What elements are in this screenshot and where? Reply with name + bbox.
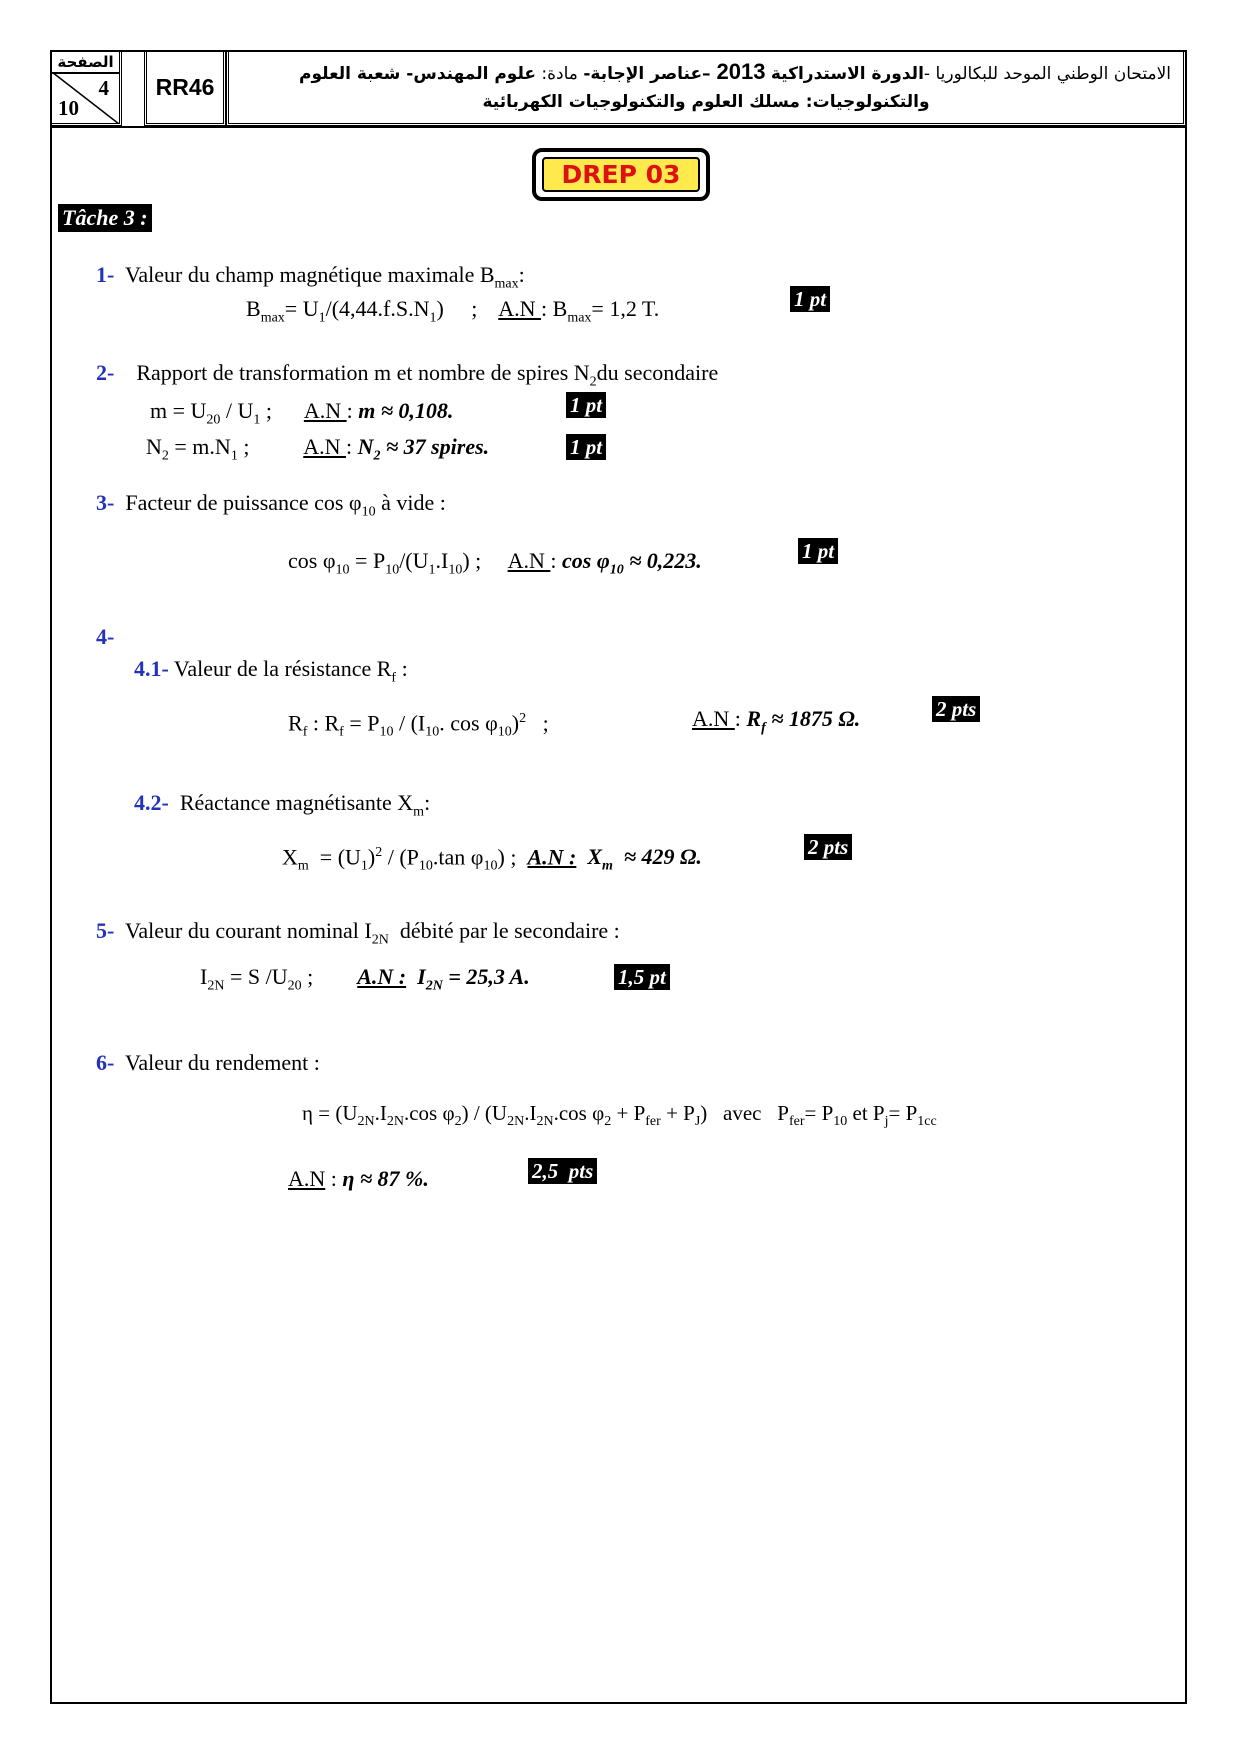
subscript: max	[260, 310, 285, 326]
title-answers: –عناصر الإجابة-	[583, 64, 717, 84]
result-text	[746, 706, 861, 736]
an-label: A.N	[507, 548, 551, 573]
subscript: 2	[373, 448, 381, 464]
q2-turns-points-badge: 1 pt	[566, 434, 606, 460]
question-number: 5-	[96, 918, 115, 943]
an-label: A.N	[692, 706, 735, 731]
question-number: 4.1-	[134, 656, 169, 681]
question-text: à vide :	[375, 490, 446, 515]
formula-text: et P	[847, 1101, 885, 1125]
question-text: Facteur de puissance cos φ	[125, 490, 362, 515]
q42-formula	[282, 840, 702, 880]
question-number: 1-	[96, 262, 115, 287]
result-text: η ≈ 87 %.	[342, 1166, 429, 1191]
question-number: 2-	[96, 360, 115, 385]
title-subject-label: مادة:	[536, 64, 584, 84]
q6-question	[96, 1050, 320, 1076]
exam-code: RR46	[144, 52, 226, 126]
formula-text: / (P	[382, 844, 419, 870]
subscript: max	[494, 276, 519, 292]
subscript: 1cc	[917, 1114, 937, 1130]
formula-text: ) avec P	[700, 1101, 789, 1125]
formula-text: = m.N	[168, 434, 231, 459]
question-text: débité par le secondaire :	[388, 918, 620, 943]
formula-text: ) ;	[462, 548, 504, 573]
q2-ratio-points-badge: 1 pt	[566, 392, 606, 418]
formula-text: η = (U	[302, 1101, 358, 1125]
q41-formula	[288, 706, 549, 746]
page-label: الصفحة	[52, 52, 119, 74]
q42-question	[134, 790, 430, 825]
subscript: 1	[318, 310, 326, 326]
an-label: A.N	[303, 398, 347, 423]
subscript: 1	[230, 448, 238, 464]
drep-badge-label: DREP 03	[542, 157, 700, 192]
question-text: :	[518, 262, 525, 287]
title-part: الامتحان الوطني الموحد للبكالوريا -	[923, 64, 1171, 84]
formula-text: )	[367, 844, 376, 870]
task-heading: Tâche 3 :	[58, 204, 152, 232]
subscript: f	[761, 720, 766, 736]
subscript: 2N	[536, 1114, 554, 1130]
result-text: ≈ 1875 Ω.	[765, 706, 861, 731]
formula-text: = P	[804, 1101, 834, 1125]
subscript: f	[302, 724, 308, 740]
question-number: 4.2-	[134, 790, 169, 815]
q2-ratio-formula	[150, 398, 453, 433]
question-text: :	[396, 656, 408, 681]
subscript: 2N	[386, 1114, 404, 1130]
exam-title-line2: والتكنولوجيات: مسلك العلوم والتكنولوجيات الكهربائية	[482, 92, 930, 112]
subscript: m	[602, 858, 613, 874]
q5-formula	[200, 964, 530, 999]
q3-formula	[288, 548, 702, 583]
subscript: j	[884, 1114, 889, 1130]
formula-text: )	[511, 710, 520, 736]
subscript: 20	[206, 412, 221, 428]
an-label: A.N	[303, 434, 347, 459]
subscript: 2N	[425, 978, 443, 994]
subscript: 10	[418, 858, 433, 874]
formula-text: = P	[343, 710, 380, 736]
formula-text: = U	[284, 296, 319, 321]
result-text: I	[406, 964, 426, 989]
q5-points-badge: 1,5 pt	[614, 964, 670, 990]
formula-text: N	[146, 434, 162, 459]
question-number: 4-	[96, 624, 115, 649]
subscript: 2N	[207, 978, 225, 994]
q3-question	[96, 490, 446, 525]
formula-text: :	[734, 706, 747, 731]
subscript: 2	[161, 448, 169, 464]
result-text: ≈ 0,223.	[623, 548, 702, 573]
formula-text: ;	[526, 710, 549, 736]
question-text: Valeur du champ magnétique maximale B	[124, 262, 495, 287]
formula-text: I	[200, 964, 208, 989]
q6-result	[288, 1166, 429, 1192]
page-total: 10	[58, 96, 79, 120]
result-text: X	[576, 844, 603, 870]
formula-text: = (U	[308, 844, 361, 870]
result-text: N	[357, 434, 374, 459]
q1-points-badge: 1 pt	[790, 286, 830, 312]
formula-text: : R	[307, 710, 340, 736]
result-text	[576, 844, 702, 874]
formula-text: /(4,44.f.S.N	[325, 296, 430, 321]
subscript: 10	[497, 724, 512, 740]
question-text: du secondaire	[596, 360, 719, 385]
question-number: 3-	[96, 490, 115, 515]
subscript: 10	[385, 562, 400, 578]
subscript: f	[391, 670, 397, 686]
subscript: 2N	[507, 1114, 525, 1130]
formula-text: .I	[374, 1101, 387, 1125]
q2-question	[96, 360, 718, 395]
q41-result	[692, 706, 860, 741]
page-number-box	[52, 52, 122, 126]
question-text: Valeur du rendement :	[124, 1050, 320, 1075]
formula-text: / U	[220, 398, 254, 423]
formula-text: / (I	[393, 710, 426, 736]
q6-points-badge: 2,5 pts	[528, 1158, 597, 1184]
q5-question	[96, 918, 620, 953]
subscript: 1	[428, 562, 436, 578]
an-label: A.N	[288, 1166, 326, 1191]
formula-text: .cos φ	[553, 1101, 605, 1125]
subscript: f	[339, 724, 344, 740]
result-text: = 1,2 T.	[591, 296, 660, 321]
question-text: Valeur du courant nominal I	[124, 918, 372, 943]
q42-points-badge: 2 pts	[804, 834, 852, 860]
result-text: m ≈ 0,108.	[358, 398, 454, 423]
q4-question	[96, 624, 114, 650]
formula-text: .cos φ	[403, 1101, 455, 1125]
exam-title	[226, 52, 1186, 126]
formula-text: + P	[611, 1101, 646, 1125]
formula-text: X	[282, 844, 298, 870]
formula-text: .I	[435, 548, 449, 573]
subscript: 10	[425, 724, 440, 740]
formula-text: ;	[237, 434, 299, 459]
question-text: :	[424, 790, 431, 815]
formula-text: + P	[660, 1101, 695, 1125]
subscript: fer	[788, 1114, 805, 1130]
subscript: 1	[360, 858, 368, 874]
formula-text: :	[346, 398, 359, 423]
title-subject: علوم المهندس- شعبة العلوم	[299, 64, 537, 84]
subscript: 1	[253, 412, 261, 428]
exam-title-line1	[241, 58, 1171, 88]
subscript: 2N	[371, 932, 389, 948]
an-label: A.N :	[527, 844, 577, 870]
an-label: A.N	[498, 296, 542, 321]
subscript: m	[413, 804, 425, 820]
superscript: 2	[375, 845, 383, 860]
subscript: 2	[589, 374, 597, 390]
result-text: R	[746, 706, 762, 731]
result-text: cos φ	[562, 548, 610, 573]
subscript: 10	[335, 562, 350, 578]
formula-text: = P	[349, 548, 386, 573]
header-divider	[50, 126, 1187, 128]
q41-question	[134, 656, 408, 691]
question-text: Rapport de transformation m et nombre de spires N	[136, 360, 590, 385]
formula-text: ;	[301, 964, 352, 989]
formula-text: : B	[541, 296, 568, 321]
result-text	[406, 964, 530, 994]
result-text: ≈ 429 Ω.	[612, 844, 702, 870]
subscript: max	[567, 310, 592, 326]
formula-text: :	[346, 434, 358, 459]
formula-text: = P	[888, 1101, 918, 1125]
q41-points-badge: 2 pts	[932, 696, 980, 722]
subscript: 2	[604, 1114, 612, 1130]
subscript: 10	[361, 504, 376, 520]
page-number: 4	[98, 76, 109, 100]
formula-text: B	[246, 296, 261, 321]
formula-text: /(U	[399, 548, 429, 573]
q2-turns-formula	[146, 434, 489, 469]
subscript: 10	[379, 724, 394, 740]
formula-text: :	[325, 1166, 343, 1191]
subscript: 10	[609, 562, 624, 578]
question-number: 6-	[96, 1050, 115, 1075]
result-text: ≈ 37 spires.	[380, 434, 490, 459]
subscript: 2	[454, 1114, 462, 1130]
q1-question	[96, 262, 525, 297]
title-session: الدورة الاستدراكية	[770, 64, 924, 84]
subscript: 10	[448, 562, 463, 578]
formula-text: ) ;	[497, 844, 528, 870]
subscript: 2N	[357, 1114, 375, 1130]
q1-formula	[246, 296, 659, 331]
subscript: 20	[287, 978, 302, 994]
question-text: Valeur de la résistance R	[168, 656, 392, 681]
formula-text: m = U	[150, 398, 207, 423]
subscript: 10	[483, 858, 498, 874]
formula-text: .tan φ	[432, 844, 484, 870]
formula-text: ) ;	[436, 296, 494, 321]
formula-text: cos φ	[288, 548, 336, 573]
subscript: 1	[429, 310, 437, 326]
formula-text: :	[550, 548, 562, 573]
result-text	[357, 434, 490, 464]
formula-text: ;	[260, 398, 300, 423]
formula-text: .I	[524, 1101, 537, 1125]
subscript: fer	[645, 1114, 661, 1130]
subscript: J	[694, 1114, 701, 1130]
formula-text: R	[288, 710, 303, 736]
subscript: m	[297, 858, 309, 874]
result-text: = 25,3 A.	[442, 964, 530, 989]
q3-points-badge: 1 pt	[798, 538, 838, 564]
drep-badge	[532, 148, 710, 201]
formula-text: ) / (U	[461, 1101, 508, 1125]
formula-text: . cos φ	[439, 710, 498, 736]
q6-formula	[302, 1100, 937, 1135]
subscript: 10	[833, 1114, 848, 1130]
question-text: Réactance magnétisante X	[168, 790, 414, 815]
formula-text: = S /U	[224, 964, 288, 989]
an-label: A.N :	[357, 964, 407, 989]
title-year: 2013	[716, 59, 766, 84]
result-text	[562, 548, 702, 578]
superscript: 2	[519, 711, 527, 726]
